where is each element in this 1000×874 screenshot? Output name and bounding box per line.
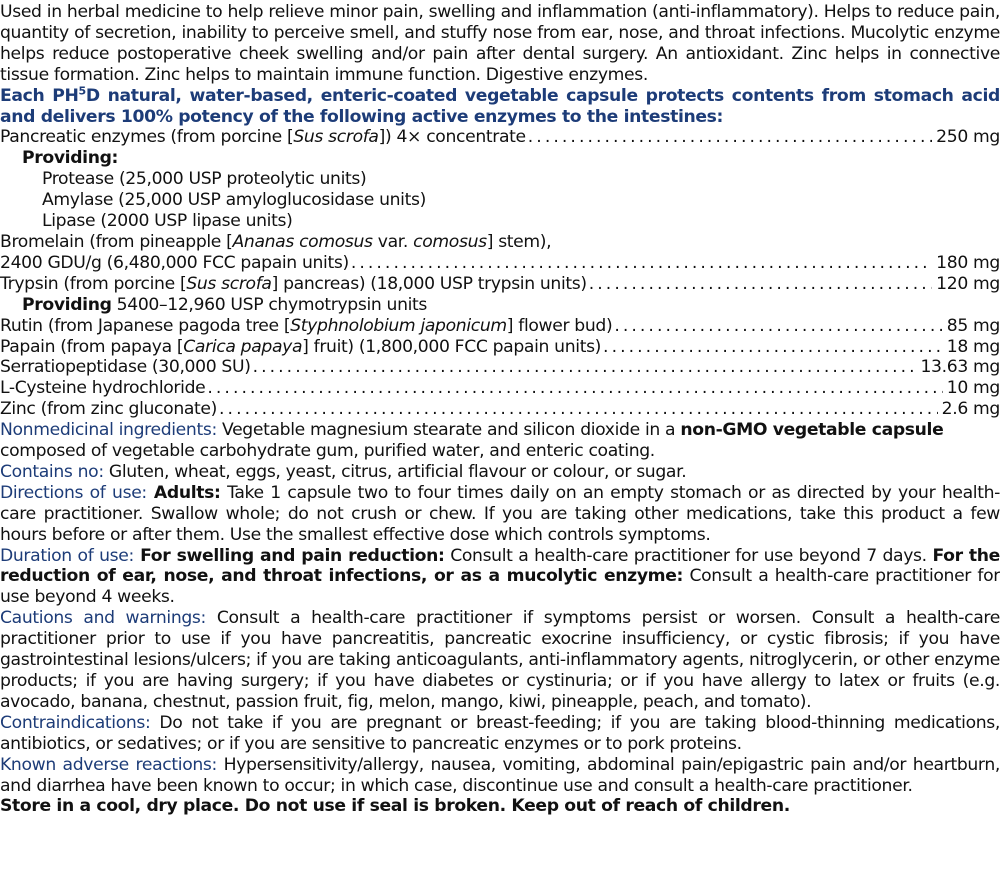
ingredient-zinc: Zinc (from zinc gluconate) . . . 2.6 mg [0,399,1000,420]
trypsin-providing: Providing 5400–12,960 USP chymotrypsin units [22,294,428,315]
ingredient-rutin: Rutin (from Japanese pagoda tree [Styphnolobium japonicum] flower bud) . . . 85 mg [0,316,1000,337]
amount-trypsin: 120 mg [936,273,1000,294]
ingredient-bromelain-line2: 2400 GDU/g (6,480,000 FCC papain units) . . . 180 mg [0,253,1000,274]
provides-amylase: Amylase (25,000 USP amyloglucosidase units) [42,190,426,211]
ingredient-pancreatic: Pancreatic enzymes (from porcine [Sus scrofa]) 4× concentrate . . . 250 mg [0,127,1000,148]
dot-leader [614,316,942,337]
ingredient-serratiopeptidase: Serratiopeptidase (30,000 SU) . . . 13.63 mg [0,357,1000,378]
contains-no-label: Contains no: [0,461,104,482]
capsule-heading: Each $PH^5D$ natural, water-based, enteric-coated vegetable capsule protects contents from stomach acid and delivers 100% potency of the following active enzymes to the intestines: [0,83,1000,127]
amount-zinc: 2.6 mg [941,399,1000,420]
contraindications-label: Contraindications: [0,712,151,733]
amount-bromelain: 180 mg [936,252,1000,273]
providing-label: Providing: [22,148,119,169]
amount-serratiopeptidase: 13.63 mg [920,357,1000,378]
amount-rutin: 85 mg [946,315,1000,336]
directions-label: Directions of use: [0,482,147,503]
contraindications-section: Contraindications: Do not take if you are pregnant or breast-feeding; if you are taking blood-thinning medications, antibiotics, or sedatives; or if you are sensitive to pancreatic enzymes or to pork proteins. [0,712,1000,754]
ingredient-papain: Papain (from papaya [Carica papaya] fruit) (1,800,000 FCC papain units) . . . 18 mg [0,337,1000,358]
dot-leader [253,357,917,378]
dot-leader [603,337,943,358]
ingredient-bromelain: Bromelain (from pineapple [Ananas comosus var. comosus] stem), [0,231,552,252]
amount-pancreatic: 250 mg [936,127,1000,148]
adverse-section: Known adverse reactions: Hypersensitivity/allergy, nausea, vomiting, abdominal pain/epigastric pain and/or heartburn, and diarrhea have been known to occur; in which case, discontinue use and consult a health-care practitioner. [0,754,1000,796]
adverse-label: Known adverse reactions: [0,754,217,775]
directions-section: Directions of use: Adults: Take 1 capsule two to four times daily on an empty stomach or as directed by your health-care practitioner. Swallow whole; do not crush or chew. If you are taking other medications, take this product a few hours before or after them. Use the smallest effective dose which controls symptoms. [0,482,1000,545]
amount-papain: 18 mg [946,336,1000,357]
cautions-label: Cautions and warnings: [0,608,206,629]
dot-leader [207,378,942,399]
dot-leader [528,127,932,148]
nonmedicinal-label: Nonmedicinal ingredients: [0,420,217,441]
ingredient-cysteine: L-Cysteine hydrochloride . . . 10 mg [0,378,1000,399]
storage-statement: Store in a cool, dry place. Do not use if seal is broken. Keep out of reach of children. [0,796,790,817]
nonmedicinal-section: Nonmedicinal ingredients: Vegetable magnesium stearate and silicon dioxide in a non-GMO vegetable capsule composed of vegetable carbohydrate gum, purified water, and enteric coating. [0,420,944,462]
intro-paragraph: Used in herbal medicine to help relieve minor pain, swelling and inflammation (anti-inflammatory). Helps to reduce pain, quantity of secretion, inability to perceive smell, and stuffy nose from ear, nose, and throat infections. Mucolytic enzyme helps reduce postoperative cheek swelling and/or pain after dental surgery. An antioxidant. Zinc helps in connective tissue formation. Zinc helps to maintain immune function. Digestive enzymes. [0,2,1000,85]
duration-label: Duration of use: [0,545,134,566]
ingredient-trypsin: Trypsin (from porcine [Sus scrofa] pancreas) (18,000 USP trypsin units) . . . 120 mg [0,274,1000,295]
duration-section: Duration of use: For swelling and pain reduction: Consult a health-care practitioner for use beyond 7 days. For the reduction of ear, nose, and throat infections, or as a mucolytic enzyme: Consult a health-care practitioner for use beyond 4 weeks. [0,545,1000,608]
contains-no-section: Contains no: Gluten, wheat, eggs, yeast, citrus, artificial flavour or colour, or sugar. [0,461,687,482]
dot-leader [219,399,938,420]
dot-leader [589,274,932,295]
cautions-section: Cautions and warnings: Consult a health-care practitioner if symptoms persist or worsen. Consult a health-care practitioner prior to use if you have pancreatitis, pancreatic exocrine insufficiency, or cystic fibrosis; if you have gastrointestinal lesions/ulcers; if you are taking anticoagulants, anti-inflammatory agents, nitroglycerin, or other enzyme products; if you are having surgery; if you have diabetes or cystinuria; or if you have allergy to latex or fruits (e.g. avocado, banana, chestnut, passion fruit, fig, melon, mango, kiwi, pineapple, peach, and tomato). [0,608,1000,712]
dot-leader [351,253,932,274]
amount-cysteine: 10 mg [946,378,1000,399]
provides-lipase: Lipase (2000 USP lipase units) [42,211,293,232]
provides-protease: Protease (25,000 USP proteolytic units) [42,169,367,190]
